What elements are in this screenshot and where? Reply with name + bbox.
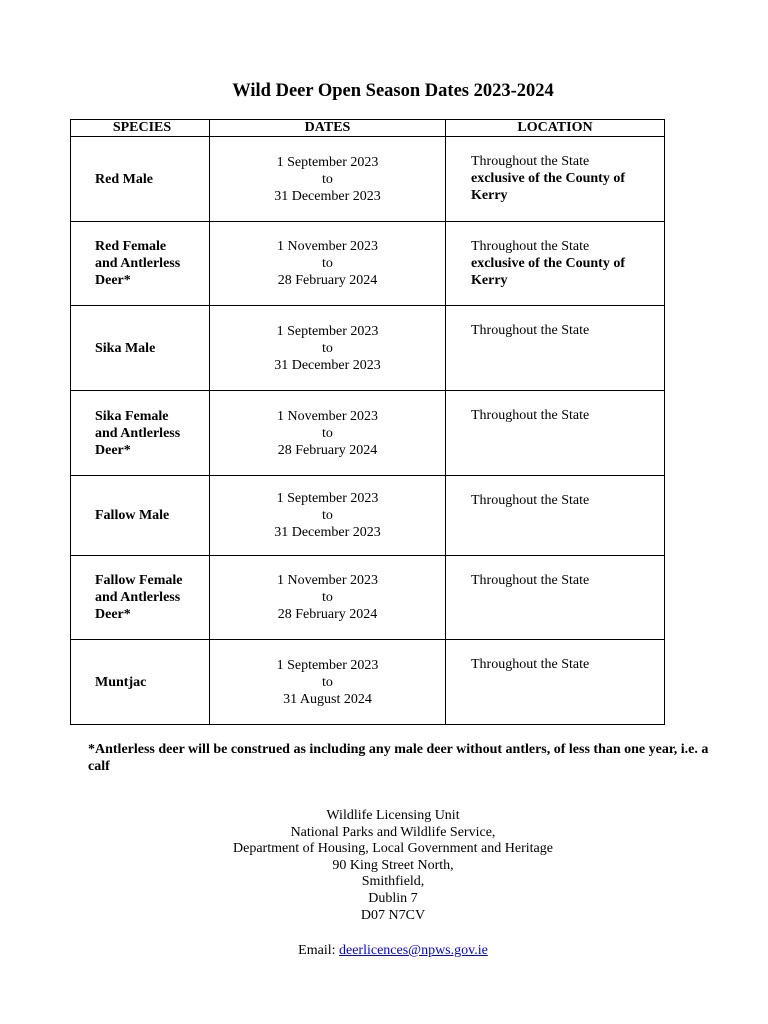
location-text: Throughout the State bbox=[471, 493, 590, 508]
date-separator: to bbox=[322, 508, 333, 523]
date-from: 1 November 2023 bbox=[276, 408, 379, 424]
location-text: Throughout the State bbox=[471, 573, 590, 588]
address-line-area: Smithfield, bbox=[361, 874, 425, 890]
location-qualifier: exclusive of the County of Kerry bbox=[471, 256, 625, 288]
location-cell bbox=[446, 556, 665, 640]
table-header-row bbox=[71, 120, 665, 137]
date-separator: to bbox=[322, 256, 333, 271]
location-text: Throughout the State bbox=[471, 323, 590, 338]
address-line-service: National Parks and Wildlife Service, bbox=[290, 824, 496, 840]
dates-cell bbox=[210, 476, 446, 556]
location-cell bbox=[446, 640, 665, 725]
header-location: LOCATION bbox=[446, 120, 665, 137]
date-from: 1 September 2023 bbox=[276, 323, 379, 339]
species-cell bbox=[71, 556, 210, 640]
dates-cell bbox=[210, 640, 446, 725]
species-cell bbox=[71, 640, 210, 725]
header-dates: DATES bbox=[210, 120, 446, 137]
date-to: 31 August 2024 bbox=[283, 691, 372, 707]
species-name: Red Male bbox=[95, 171, 153, 187]
address-line-city: Dublin 7 bbox=[368, 890, 418, 906]
date-separator: to bbox=[322, 425, 333, 441]
species-name-line: Sika Female bbox=[95, 408, 169, 424]
date-from: 1 September 2023 bbox=[276, 154, 379, 170]
date-to: 28 February 2024 bbox=[277, 273, 378, 288]
season-dates-table bbox=[70, 119, 665, 725]
location-qualifier: exclusive of the County of Kerry bbox=[471, 171, 625, 203]
species-name-line: and Antlerless bbox=[95, 256, 181, 271]
species-name-line: Fallow Female bbox=[95, 573, 183, 588]
table-row bbox=[71, 556, 665, 640]
email-label: Email: bbox=[298, 943, 336, 958]
date-separator: to bbox=[322, 674, 333, 690]
email-link[interactable]: deerlicences@npws.gov.ie bbox=[339, 943, 488, 958]
date-separator: to bbox=[322, 590, 333, 605]
date-from: 1 November 2023 bbox=[276, 573, 379, 588]
species-name: Sika Male bbox=[95, 340, 156, 356]
species-name-line: Red Female bbox=[95, 239, 167, 254]
date-separator: to bbox=[322, 171, 333, 187]
dates-cell bbox=[210, 306, 446, 391]
species-name-line: and Antlerless bbox=[95, 590, 181, 605]
address-line-unit: Wildlife Licensing Unit bbox=[326, 808, 460, 823]
table-row bbox=[71, 222, 665, 306]
header-species: SPECIES bbox=[71, 120, 210, 137]
date-to: 31 December 2023 bbox=[274, 188, 381, 204]
location-cell bbox=[446, 222, 665, 306]
table-row bbox=[71, 391, 665, 476]
table-row bbox=[71, 640, 665, 725]
location-cell bbox=[446, 137, 665, 222]
date-to: 31 December 2023 bbox=[274, 357, 381, 373]
antlerless-footnote: *Antlerless deer will be construed as including any male deer without antlers, of less than one year, i.e. a calf bbox=[88, 742, 709, 774]
table-row bbox=[71, 306, 665, 391]
species-name-line: Deer* bbox=[95, 273, 131, 288]
address-line-street: 90 King Street North, bbox=[332, 857, 454, 873]
address-line-department: Department of Housing, Local Government and Heritage bbox=[233, 841, 553, 857]
species-cell bbox=[71, 476, 210, 556]
species-cell bbox=[71, 137, 210, 222]
address-block bbox=[0, 808, 768, 924]
date-separator: to bbox=[322, 340, 333, 356]
species-cell bbox=[71, 391, 210, 476]
date-to: 28 February 2024 bbox=[277, 442, 378, 458]
date-from: 1 September 2023 bbox=[276, 491, 379, 506]
location-cell bbox=[446, 306, 665, 391]
table-row bbox=[71, 476, 665, 556]
species-name: Muntjac bbox=[95, 674, 147, 690]
location-text: Throughout the State bbox=[471, 657, 590, 672]
dates-cell bbox=[210, 556, 446, 640]
date-to: 31 December 2023 bbox=[274, 525, 381, 540]
location-cell bbox=[446, 476, 665, 556]
species-name-line: Deer* bbox=[95, 442, 131, 458]
species-cell bbox=[71, 222, 210, 306]
species-name: Fallow Male bbox=[95, 508, 170, 523]
species-name-line: Deer* bbox=[95, 607, 131, 622]
location-text: Throughout the State bbox=[471, 154, 590, 169]
email-contact bbox=[0, 942, 768, 959]
dates-cell bbox=[210, 391, 446, 476]
dates-cell bbox=[210, 137, 446, 222]
document-title: Wild Deer Open Season Dates 2023-2024 bbox=[232, 81, 554, 101]
address-line-eircode: D07 N7CV bbox=[360, 907, 426, 923]
species-name-line: and Antlerless bbox=[95, 425, 181, 441]
location-cell bbox=[446, 391, 665, 476]
dates-cell bbox=[210, 222, 446, 306]
date-from: 1 September 2023 bbox=[276, 657, 379, 673]
table-row bbox=[71, 137, 665, 222]
date-from: 1 November 2023 bbox=[276, 239, 379, 254]
location-text: Throughout the State bbox=[471, 239, 590, 254]
species-cell bbox=[71, 306, 210, 391]
date-to: 28 February 2024 bbox=[277, 607, 378, 622]
location-text: Throughout the State bbox=[471, 408, 590, 423]
